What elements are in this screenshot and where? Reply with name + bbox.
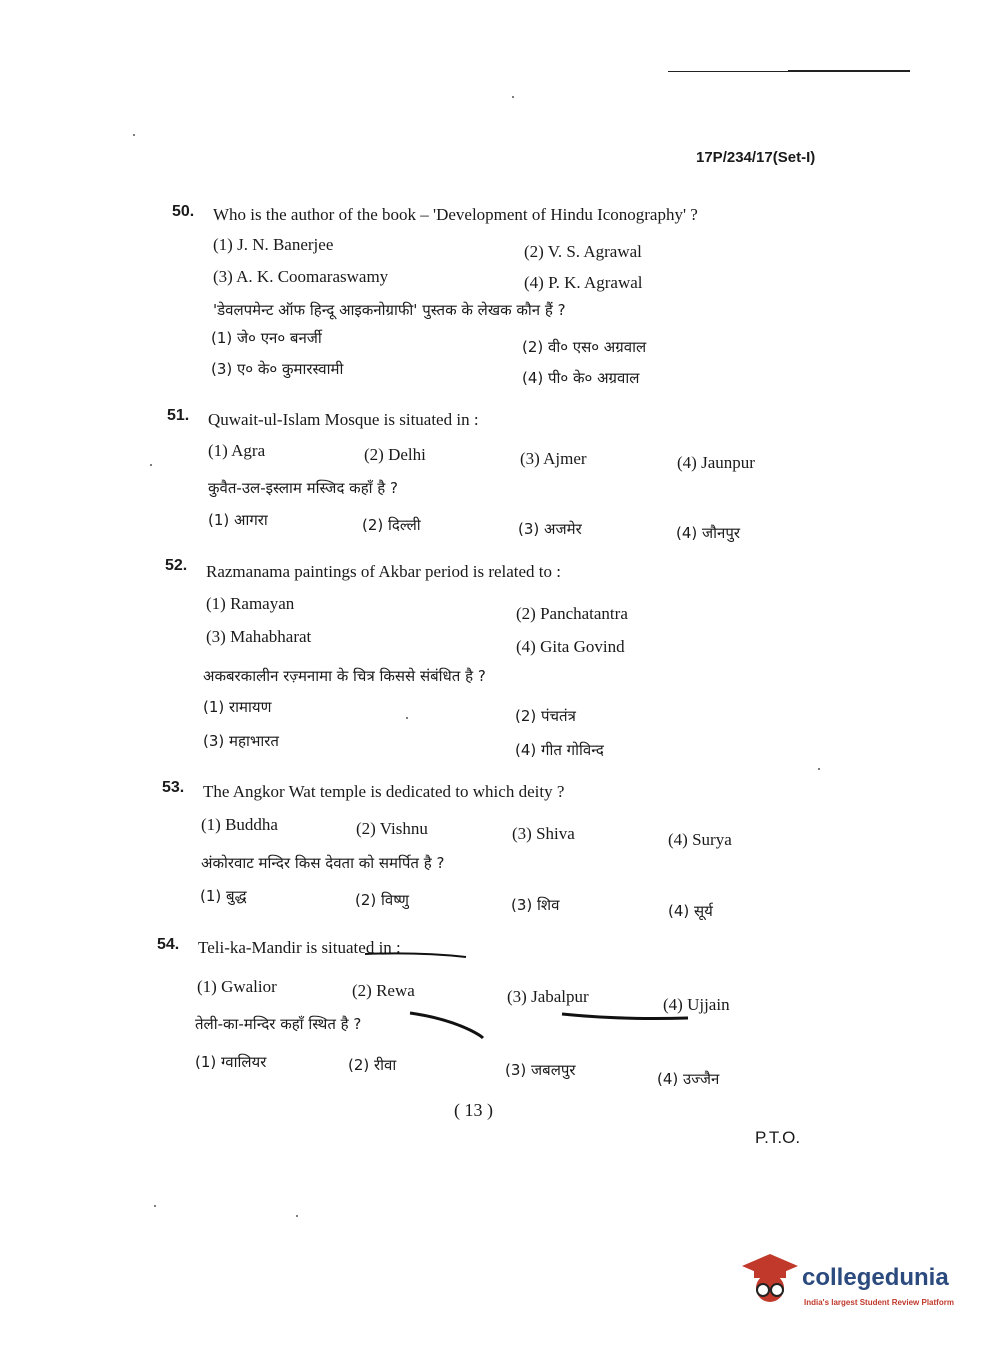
- option-en: (1) Gwalior: [197, 977, 277, 996]
- option-en: (2) Rewa: [352, 981, 415, 1000]
- question-text-hi: अकबरकालीन रज़्मनामा के चित्र किससे संबंधित है ?: [203, 667, 486, 685]
- option-en: (4) Ujjain: [663, 995, 730, 1014]
- scan-speck: [818, 768, 820, 770]
- option-hi: (3) महाभारत: [203, 732, 279, 750]
- option-hi: (2) दिल्ली: [362, 516, 421, 534]
- option-en: (4) Surya: [668, 830, 732, 849]
- option-hi: (4) पी० के० अग्रवाल: [522, 369, 640, 387]
- header-rule-thick: [788, 70, 910, 72]
- question-number: 53.: [162, 779, 185, 796]
- option-en: (3) Shiva: [512, 824, 575, 843]
- option-hi: (1) ग्वालियर: [195, 1053, 267, 1071]
- pen-scribble: [410, 1013, 483, 1038]
- option-en: (4) P. K. Agrawal: [524, 273, 643, 292]
- option-en: (3) Mahabharat: [206, 627, 312, 646]
- option-hi: (2) पंचतंत्र: [515, 707, 576, 725]
- option-en: (2) Vishnu: [356, 819, 428, 838]
- option-hi: (3) जबलपुर: [505, 1061, 576, 1079]
- option-en: (4) Jaunpur: [677, 453, 755, 472]
- option-en: (2) Panchatantra: [516, 604, 628, 623]
- scan-speck: [154, 1205, 156, 1207]
- option-hi: (2) रीवा: [348, 1056, 397, 1074]
- collegedunia-logo-icon: [740, 1250, 800, 1310]
- question-text-en: Quwait-ul-Islam Mosque is situated in :: [208, 410, 479, 429]
- question-number: 50.: [172, 203, 195, 220]
- collegedunia-brand: collegedunia: [802, 1264, 949, 1291]
- question-text-en: The Angkor Wat temple is dedicated to which deity ?: [203, 782, 565, 801]
- pto-label: P.T.O.: [755, 1128, 801, 1147]
- scan-speck: [133, 134, 135, 136]
- scan-speck: [406, 717, 408, 719]
- question-text-hi: तेली-का-मन्दिर कहाँ स्थित है ?: [195, 1015, 362, 1033]
- option-hi: (1) आगरा: [208, 511, 268, 529]
- option-en: (2) Delhi: [364, 445, 426, 464]
- scan-speck: [512, 96, 514, 98]
- question-text-en: Razmanama paintings of Akbar period is related to :: [206, 562, 562, 581]
- question-text-hi: 'डेवलपमेन्ट ऑफ हिन्दू आइकनोग्राफी' पुस्तक के लेखक कौन हैं ?: [213, 301, 566, 319]
- option-en: (1) J. N. Banerjee: [213, 235, 334, 254]
- question-text-hi: अंकोरवाट मन्दिर किस देवता को समर्पित है ?: [201, 854, 445, 872]
- option-en: (2) V. S. Agrawal: [524, 242, 642, 261]
- question-number: 54.: [157, 936, 180, 953]
- question-text-hi: कुवैत-उल-इस्लाम मस्जिद कहाँ है ?: [208, 479, 399, 497]
- option-hi: (1) जे० एन० बनर्जी: [211, 329, 322, 347]
- option-en: (3) Ajmer: [520, 449, 587, 468]
- option-en: (4) Gita Govind: [516, 637, 625, 656]
- question-text-en: Teli-ka-Mandir is situated in :: [198, 938, 401, 957]
- option-hi: (3) अजमेर: [518, 520, 582, 538]
- option-hi: (2) वी० एस० अग्रवाल: [522, 338, 647, 356]
- page-number: ( 13 ): [454, 1100, 493, 1120]
- option-hi: (4) उज्जैन: [657, 1070, 720, 1088]
- collegedunia-tagline: India's largest Student Review Platform: [804, 1298, 954, 1307]
- option-hi: (1) रामायण: [203, 698, 272, 716]
- question-number: 52.: [165, 557, 188, 574]
- question-number: 51.: [167, 407, 190, 424]
- option-en: (1) Agra: [208, 441, 266, 460]
- option-hi: (2) विष्णु: [355, 891, 409, 909]
- option-en: (1) Ramayan: [206, 594, 295, 613]
- option-hi: (4) गीत गोविन्द: [515, 741, 604, 759]
- option-hi: (4) जौनपुर: [676, 524, 741, 542]
- option-hi: (3) शिव: [511, 896, 560, 914]
- option-hi: (4) सूर्य: [668, 902, 713, 920]
- scan-speck: [296, 1215, 298, 1217]
- paper-code: 17P/234/17(Set-I): [696, 149, 816, 166]
- scan-speck: [150, 464, 152, 466]
- option-en: (3) A. K. Coomaraswamy: [213, 267, 389, 286]
- option-hi: (3) ए० के० कुमारस्वामी: [211, 360, 344, 378]
- option-en: (1) Buddha: [201, 815, 278, 834]
- option-en: (3) Jabalpur: [507, 987, 589, 1006]
- question-text-en: Who is the author of the book – 'Development of Hindu Iconography' ?: [213, 205, 698, 224]
- header-rule-thin: [668, 71, 788, 72]
- option-hi: (1) बुद्ध: [200, 887, 247, 905]
